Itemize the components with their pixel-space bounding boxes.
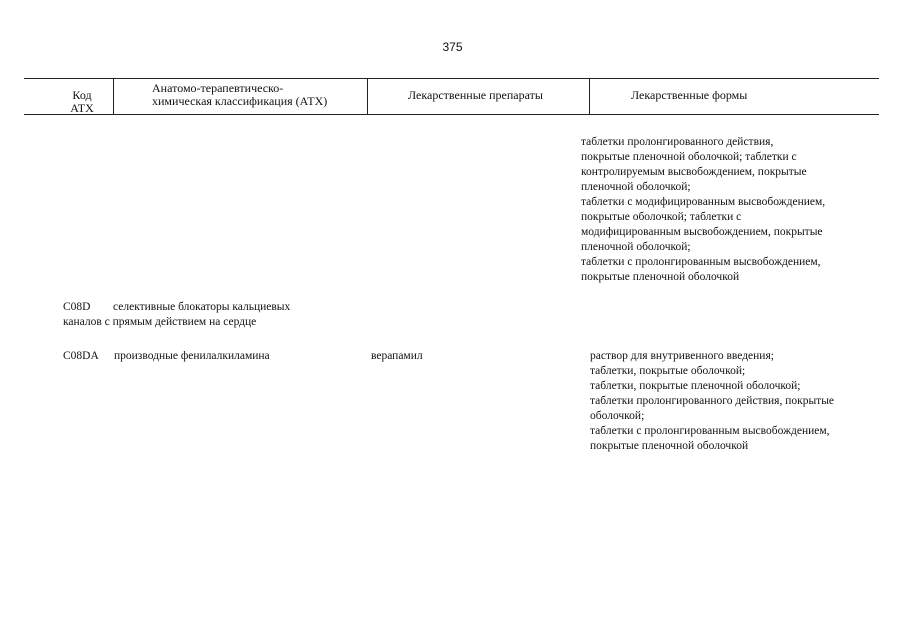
header-divider-3 [589, 78, 590, 114]
row-code: C08D [63, 301, 91, 313]
header-code [52, 89, 112, 115]
row-classification [63, 300, 290, 330]
page-number: 375 [442, 40, 463, 54]
row-forms [590, 349, 834, 454]
header-drugs: Лекарственные препараты [408, 88, 543, 102]
header-classification-line2: химическая классификация (АТХ) [152, 94, 328, 108]
form-line: таблетки пролонгированного действия, [581, 136, 774, 148]
row-code: C08DA [63, 350, 99, 362]
form-line: покрытые пленочной оболочкой [581, 271, 740, 283]
continued-forms [581, 135, 825, 285]
header-code-line1: Код [72, 88, 92, 102]
row-classification: производные фенилалкиламина [114, 350, 270, 362]
header-classification [152, 82, 327, 108]
form-line: пленочной оболочкой; [581, 181, 691, 193]
form-line: покрытые оболочкой; таблетки с [581, 211, 742, 223]
form-line: контролируемым высвобождением, покрытые [581, 166, 807, 178]
form-line: таблетки с модифицированным высвобождением, [581, 196, 826, 208]
header-top-rule [24, 78, 879, 79]
form-line: покрытые пленочной оболочкой; таблетки с [581, 151, 797, 163]
form-line: модифицированным высвобождением, покрытые [581, 226, 823, 238]
row-classification-line2: каналов с прямым действием на сердце [63, 316, 257, 328]
form-line: раствор для внутривенного введения; [590, 350, 774, 362]
form-line: таблетки, покрытые оболочкой; [590, 365, 746, 377]
form-line: таблетки пролонгированного действия, покрытые [590, 395, 835, 407]
form-line: таблетки с пролонгированным высвобождением, [590, 425, 830, 437]
header-divider-1 [113, 78, 114, 114]
form-line: пленочной оболочкой; [581, 241, 691, 253]
header-bottom-rule [24, 114, 879, 115]
header-code-line2: АТХ [70, 101, 94, 115]
form-line: оболочкой; [590, 410, 645, 422]
header-classification-line1: Анатомо-терапевтическо- [152, 81, 284, 95]
row-classification-line1: селективные блокаторы кальциевых [113, 301, 291, 313]
form-line: покрытые пленочной оболочкой [590, 440, 749, 452]
form-line: таблетки, покрытые пленочной оболочкой; [590, 380, 801, 392]
header-divider-2 [367, 78, 368, 114]
form-line: таблетки с пролонгированным высвобождением, [581, 256, 821, 268]
header-forms: Лекарственные формы [631, 88, 748, 102]
row-drug: верапамил [371, 350, 423, 362]
